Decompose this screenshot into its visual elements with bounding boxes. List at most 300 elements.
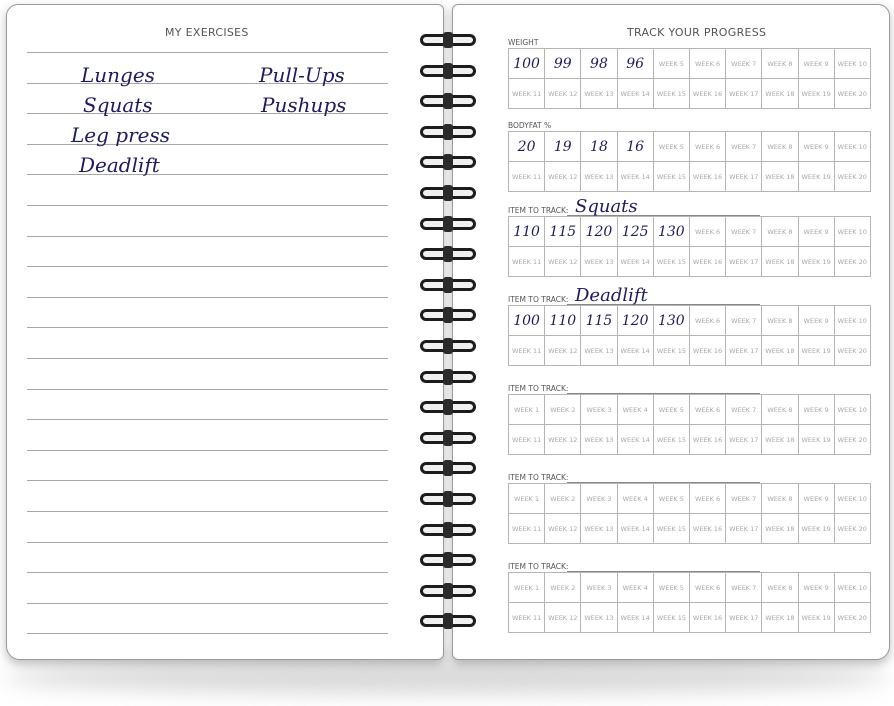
week-cell[interactable] [581, 247, 617, 277]
week-cell[interactable] [617, 306, 653, 336]
week-cell[interactable] [689, 162, 725, 192]
week-cell[interactable] [509, 79, 545, 109]
week-cell[interactable] [726, 425, 762, 455]
week-label: WEEK 7 [731, 405, 757, 414]
week-label: WEEK 6 [694, 59, 721, 68]
week-label: WEEK 20 [837, 346, 867, 355]
week-label: WEEK 12 [548, 346, 578, 355]
ruled-line [27, 450, 215, 451]
week-cell[interactable] [798, 425, 834, 455]
week-cell[interactable] [581, 484, 617, 514]
spiral-coil [420, 371, 476, 383]
section-label: WEIGHT [508, 38, 539, 47]
week-cell[interactable] [798, 162, 834, 192]
week-label: WEEK 3 [586, 583, 612, 592]
week-cell[interactable] [834, 514, 870, 544]
week-cell[interactable] [726, 573, 762, 603]
week-label: WEEK 15 [656, 613, 686, 622]
week-label: WEEK 9 [803, 494, 829, 503]
spiral-coil [420, 615, 476, 627]
week-cell[interactable] [834, 603, 870, 633]
week-cell[interactable] [726, 247, 762, 277]
week-cell[interactable] [617, 603, 653, 633]
week-label: WEEK 18 [765, 172, 795, 181]
week-cell[interactable] [762, 395, 798, 425]
week-cell[interactable] [834, 336, 870, 366]
week-cell[interactable] [726, 79, 762, 109]
week-cell[interactable] [653, 49, 689, 79]
week-value: 100 [513, 55, 540, 72]
week-cell[interactable] [762, 336, 798, 366]
week-cell[interactable] [726, 603, 762, 633]
week-label: WEEK 15 [656, 89, 686, 98]
ruled-line [27, 327, 215, 328]
week-cell[interactable] [617, 162, 653, 192]
week-cell[interactable] [617, 484, 653, 514]
week-label: WEEK 2 [550, 405, 576, 414]
week-cell[interactable] [581, 162, 617, 192]
week-value: 18 [590, 138, 608, 155]
ruled-line [27, 297, 215, 298]
week-label: WEEK 14 [620, 172, 650, 181]
ruled-line [27, 603, 215, 604]
spiral-coil [420, 493, 476, 505]
week-label: WEEK 8 [767, 583, 793, 592]
week-label: WEEK 15 [656, 435, 686, 444]
week-label: WEEK 1 [514, 583, 540, 592]
week-label: WEEK 19 [801, 613, 831, 622]
week-cell[interactable] [617, 573, 653, 603]
week-cell[interactable] [834, 395, 870, 425]
week-cell[interactable] [834, 306, 870, 336]
page-title: TRACK YOUR PROGRESS [627, 26, 767, 39]
week-cell[interactable] [545, 49, 581, 79]
week-label: WEEK 15 [656, 257, 686, 266]
spiral-coil [420, 432, 476, 444]
week-label: WEEK 10 [837, 583, 867, 592]
spiral-coil [420, 462, 476, 474]
week-cell[interactable] [653, 132, 689, 162]
week-cell[interactable] [689, 49, 725, 79]
week-cell[interactable] [689, 247, 725, 277]
ruled-line [214, 572, 388, 573]
week-cell[interactable] [653, 603, 689, 633]
week-cell[interactable] [798, 306, 834, 336]
week-label: WEEK 11 [511, 172, 542, 181]
week-cell[interactable] [617, 395, 653, 425]
week-label: WEEK 6 [694, 316, 721, 325]
week-label: WEEK 2 [550, 494, 576, 503]
section-label: ITEM TO TRACK: [508, 206, 569, 215]
week-cell[interactable] [689, 573, 725, 603]
week-value: 99 [553, 55, 572, 72]
week-label: WEEK 9 [803, 405, 829, 414]
spiral-coil [420, 401, 476, 413]
week-cell[interactable] [798, 49, 834, 79]
week-label: WEEK 18 [765, 435, 795, 444]
week-cell[interactable] [689, 425, 725, 455]
week-label: WEEK 3 [586, 405, 612, 414]
week-label: WEEK 18 [765, 346, 795, 355]
section-label: BODYFAT % [508, 121, 552, 130]
week-cell[interactable] [581, 514, 617, 544]
week-cell[interactable] [689, 306, 725, 336]
week-label: WEEK 12 [548, 172, 578, 181]
week-cell[interactable] [509, 514, 545, 544]
week-cell[interactable] [509, 395, 545, 425]
right-page [452, 4, 890, 660]
item-to-track-name: Squats [575, 196, 638, 217]
week-label: WEEK 12 [548, 524, 578, 533]
week-label: WEEK 1 [514, 405, 540, 414]
week-value: 130 [657, 223, 685, 240]
week-cell[interactable] [689, 603, 725, 633]
week-label: WEEK 20 [837, 257, 867, 266]
week-label: WEEK 3 [586, 494, 612, 503]
week-label: WEEK 13 [584, 435, 614, 444]
week-label: WEEK 10 [837, 59, 867, 68]
ruled-line [214, 480, 388, 481]
ruled-line [27, 266, 215, 267]
week-cell[interactable] [653, 425, 689, 455]
week-cell[interactable] [509, 484, 545, 514]
week-cell[interactable] [617, 425, 653, 455]
week-cell[interactable] [762, 573, 798, 603]
week-cell[interactable] [689, 79, 725, 109]
week-label: WEEK 6 [694, 142, 721, 151]
week-label: WEEK 19 [801, 435, 831, 444]
week-cell[interactable] [834, 79, 870, 109]
week-cell[interactable] [581, 79, 617, 109]
week-label: WEEK 13 [584, 172, 614, 181]
week-cell[interactable] [834, 573, 870, 603]
week-cell[interactable] [653, 306, 689, 336]
week-cell[interactable] [581, 217, 617, 247]
week-cell[interactable] [581, 306, 617, 336]
week-cell[interactable] [762, 217, 798, 247]
week-cell[interactable] [689, 514, 725, 544]
week-label: WEEK 11 [511, 89, 542, 98]
week-cell[interactable] [726, 217, 762, 247]
week-cell[interactable] [545, 217, 581, 247]
week-cell[interactable] [798, 79, 834, 109]
week-label: WEEK 2 [550, 583, 576, 592]
week-cell[interactable] [545, 425, 581, 455]
week-cell[interactable] [545, 514, 581, 544]
ruled-line [214, 633, 388, 634]
ruled-line [214, 205, 388, 206]
week-label: WEEK 8 [767, 227, 793, 236]
week-cell[interactable] [689, 484, 725, 514]
week-cell[interactable] [798, 573, 834, 603]
week-cell[interactable] [762, 49, 798, 79]
week-label: WEEK 18 [765, 257, 795, 266]
week-label: WEEK 19 [801, 346, 831, 355]
week-label: WEEK 11 [511, 435, 542, 444]
week-label: WEEK 19 [801, 172, 831, 181]
week-value: 120 [585, 223, 613, 240]
week-cell[interactable] [653, 395, 689, 425]
week-label: WEEK 17 [729, 613, 759, 622]
ruled-line [27, 419, 215, 420]
week-label: WEEK 17 [729, 435, 759, 444]
week-cell[interactable] [726, 395, 762, 425]
week-cell[interactable] [798, 132, 834, 162]
week-cell[interactable] [762, 306, 798, 336]
ruled-line [214, 144, 388, 145]
week-cell[interactable] [798, 484, 834, 514]
week-label: WEEK 18 [765, 89, 795, 98]
week-cell[interactable] [834, 425, 870, 455]
week-cell[interactable] [798, 395, 834, 425]
spiral-coil [420, 309, 476, 321]
week-cell[interactable] [689, 395, 725, 425]
week-cell[interactable] [617, 336, 653, 366]
week-value: 125 [621, 223, 649, 240]
left-page [6, 4, 444, 660]
week-cell[interactable] [726, 514, 762, 544]
week-label: WEEK 8 [767, 494, 793, 503]
week-cell[interactable] [581, 573, 617, 603]
week-label: WEEK 17 [729, 257, 759, 266]
week-cell[interactable] [726, 306, 762, 336]
ruled-line [214, 450, 388, 451]
ruled-line [214, 297, 388, 298]
week-label: WEEK 20 [837, 89, 867, 98]
week-label: WEEK 6 [694, 583, 721, 592]
week-cell[interactable] [762, 79, 798, 109]
week-cell[interactable] [545, 336, 581, 366]
week-cell[interactable] [762, 162, 798, 192]
week-cell[interactable] [762, 132, 798, 162]
ruled-line [214, 52, 388, 53]
week-cell[interactable] [653, 484, 689, 514]
week-cell[interactable] [545, 484, 581, 514]
week-label: WEEK 6 [694, 405, 721, 414]
week-label: WEEK 14 [620, 524, 650, 533]
week-label: WEEK 18 [765, 524, 795, 533]
week-cell[interactable] [545, 247, 581, 277]
week-value: 120 [621, 312, 649, 329]
week-cell[interactable] [509, 247, 545, 277]
week-cell[interactable] [653, 217, 689, 247]
week-cell[interactable] [653, 79, 689, 109]
week-label: WEEK 14 [620, 257, 650, 266]
progress-grid [508, 483, 871, 544]
week-cell[interactable] [726, 49, 762, 79]
week-label: WEEK 4 [622, 583, 648, 592]
week-cell[interactable] [653, 162, 689, 192]
week-cell[interactable] [798, 336, 834, 366]
week-cell[interactable] [617, 217, 653, 247]
week-label: WEEK 18 [765, 613, 795, 622]
week-cell[interactable] [545, 79, 581, 109]
week-cell[interactable] [726, 336, 762, 366]
week-label: WEEK 9 [803, 583, 829, 592]
spiral-coil [420, 187, 476, 199]
week-label: WEEK 11 [511, 257, 542, 266]
week-value: 16 [626, 138, 645, 155]
week-label: WEEK 10 [837, 142, 867, 151]
ruled-line [27, 358, 215, 359]
week-cell[interactable] [689, 217, 725, 247]
spiral-coil [420, 65, 476, 77]
week-label: WEEK 20 [837, 435, 867, 444]
week-cell[interactable] [509, 306, 545, 336]
week-label: WEEK 12 [548, 89, 578, 98]
week-cell[interactable] [617, 132, 653, 162]
week-label: WEEK 17 [729, 346, 759, 355]
week-cell[interactable] [726, 484, 762, 514]
week-cell[interactable] [545, 395, 581, 425]
spiral-coil [420, 95, 476, 107]
week-label: WEEK 6 [694, 227, 721, 236]
section-label: ITEM TO TRACK: [508, 295, 569, 304]
week-cell[interactable] [509, 603, 545, 633]
week-cell[interactable] [653, 336, 689, 366]
week-value: 20 [517, 138, 536, 155]
week-cell[interactable] [834, 162, 870, 192]
week-cell[interactable] [798, 247, 834, 277]
week-label: WEEK 17 [729, 172, 759, 181]
week-cell[interactable] [834, 247, 870, 277]
ruled-line [27, 511, 215, 512]
week-label: WEEK 10 [837, 494, 867, 503]
progress-grid [508, 216, 871, 277]
week-cell[interactable] [509, 217, 545, 247]
week-cell[interactable] [762, 514, 798, 544]
week-value: 96 [626, 55, 645, 72]
week-value: 100 [513, 312, 540, 329]
week-cell[interactable] [689, 132, 725, 162]
week-cell[interactable] [545, 603, 581, 633]
week-cell[interactable] [834, 484, 870, 514]
week-label: WEEK 5 [658, 142, 684, 151]
week-label: WEEK 7 [731, 316, 757, 325]
ruled-line [27, 205, 215, 206]
week-cell[interactable] [798, 217, 834, 247]
week-label: WEEK 14 [620, 435, 650, 444]
week-value: 115 [549, 223, 577, 240]
week-cell[interactable] [689, 336, 725, 366]
week-cell[interactable] [762, 247, 798, 277]
spiral-coil [420, 585, 476, 597]
exercise-entry: Pull-Ups [259, 63, 345, 87]
page-title: MY EXERCISES [165, 26, 249, 39]
exercise-entry: Leg press [71, 123, 171, 147]
week-cell[interactable] [581, 132, 617, 162]
ruled-line [214, 174, 388, 175]
week-label: WEEK 7 [731, 227, 757, 236]
progress-grid [508, 131, 871, 192]
week-label: WEEK 16 [692, 89, 723, 98]
week-label: WEEK 15 [656, 346, 686, 355]
week-cell[interactable] [581, 49, 617, 79]
week-cell[interactable] [617, 514, 653, 544]
week-label: WEEK 11 [511, 346, 542, 355]
week-cell[interactable] [581, 603, 617, 633]
week-label: WEEK 16 [692, 172, 723, 181]
week-label: WEEK 7 [731, 494, 757, 503]
week-cell[interactable] [545, 573, 581, 603]
ruled-line [27, 389, 215, 390]
week-label: WEEK 19 [801, 524, 831, 533]
week-cell[interactable] [653, 573, 689, 603]
week-label: WEEK 7 [731, 142, 757, 151]
week-label: WEEK 8 [767, 316, 793, 325]
spiral-coil [420, 126, 476, 138]
ruled-line [214, 266, 388, 267]
week-cell[interactable] [834, 49, 870, 79]
week-label: WEEK 5 [658, 583, 684, 592]
week-cell[interactable] [509, 49, 545, 79]
week-cell[interactable] [545, 132, 581, 162]
week-cell[interactable] [798, 603, 834, 633]
week-label: WEEK 9 [803, 142, 829, 151]
week-value: 110 [513, 223, 540, 240]
week-cell[interactable] [834, 217, 870, 247]
week-cell[interactable] [509, 336, 545, 366]
week-label: WEEK 1 [514, 494, 540, 503]
ruled-line [214, 327, 388, 328]
spiral-coil [420, 218, 476, 230]
week-cell[interactable] [509, 162, 545, 192]
week-label: WEEK 11 [511, 613, 542, 622]
week-label: WEEK 16 [692, 613, 723, 622]
week-cell[interactable] [726, 132, 762, 162]
week-cell[interactable] [509, 132, 545, 162]
week-cell[interactable] [581, 425, 617, 455]
spiral-coil [420, 248, 476, 260]
week-label: WEEK 13 [584, 524, 614, 533]
progress-grid [508, 305, 871, 366]
section-label: ITEM TO TRACK: [508, 473, 569, 482]
spiral-coil [420, 279, 476, 291]
week-label: WEEK 7 [731, 583, 757, 592]
week-cell[interactable] [617, 247, 653, 277]
week-label: WEEK 13 [584, 257, 614, 266]
week-cell[interactable] [762, 603, 798, 633]
week-label: WEEK 14 [620, 89, 650, 98]
ruled-line [27, 480, 215, 481]
week-cell[interactable] [617, 79, 653, 109]
week-cell[interactable] [762, 484, 798, 514]
week-cell[interactable] [545, 306, 581, 336]
week-cell[interactable] [509, 425, 545, 455]
week-label: WEEK 7 [731, 59, 757, 68]
week-value: 130 [657, 312, 685, 329]
week-cell[interactable] [762, 425, 798, 455]
week-cell[interactable] [798, 514, 834, 544]
spiral-coil [420, 340, 476, 352]
week-cell[interactable] [509, 573, 545, 603]
ruled-line [27, 542, 215, 543]
week-label: WEEK 5 [658, 59, 684, 68]
week-cell[interactable] [617, 49, 653, 79]
week-cell[interactable] [653, 514, 689, 544]
week-cell[interactable] [581, 395, 617, 425]
week-label: WEEK 8 [767, 59, 793, 68]
week-cell[interactable] [653, 247, 689, 277]
week-cell[interactable] [545, 162, 581, 192]
ruled-line [214, 236, 388, 237]
week-cell[interactable] [726, 162, 762, 192]
week-cell[interactable] [581, 336, 617, 366]
ruled-line [214, 511, 388, 512]
week-label: WEEK 19 [801, 89, 831, 98]
ruled-line [214, 542, 388, 543]
week-cell[interactable] [834, 132, 870, 162]
